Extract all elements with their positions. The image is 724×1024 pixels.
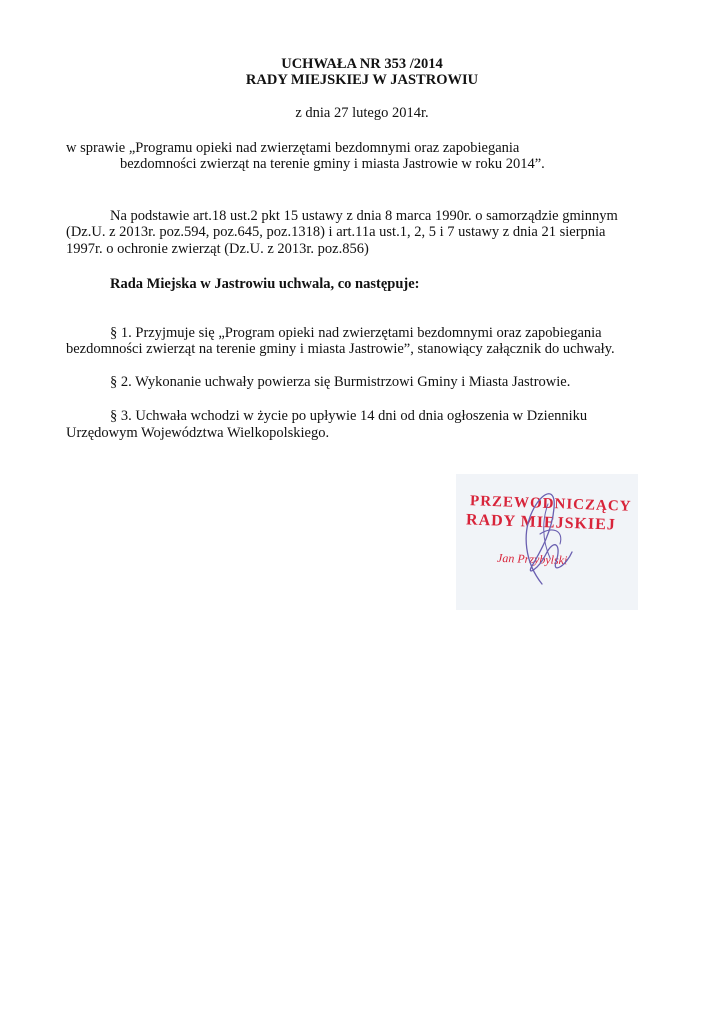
handwritten-signature (456, 474, 638, 610)
legal-basis-line-1: Na podstawie art.18 ust.2 pkt 15 ustawy z dnia 8 marca 1990r. o samorządzie gminnym (110, 208, 618, 224)
resolves-statement: Rada Miejska w Jastrowiu uchwala, co następuje: (110, 276, 420, 292)
stamp-council: RADY MIEJSKIEJ (465, 511, 617, 534)
subject-line-2: bezdomności zwierząt na terenie gminy i miasta Jastrowie w roku 2014”. (120, 156, 545, 172)
resolution-title: UCHWAŁA NR 353 /2014 (281, 56, 443, 72)
paragraph-2: § 2. Wykonanie uchwały powierza się Burmistrzowi Gminy i Miasta Jastrowie. (110, 374, 571, 390)
paragraph-3-line-2: Urzędowym Województwa Wielkopolskiego. (66, 425, 330, 441)
stamp-title: PRZEWODNICZĄCY (469, 493, 632, 515)
legal-basis-line-3: 1997r. o ochronie zwierząt (Dz.U. z 2013r. poz.856) (66, 241, 369, 257)
subject-line-1: w sprawie „Programu opieki nad zwierzętami bezdomnymi oraz zapobiegania (66, 140, 520, 156)
council-name: RADY MIEJSKIEJ W JASTROWIU (245, 72, 479, 88)
paragraph-3-line-1: § 3. Uchwała wchodzi w życie po upływie 14 dni od dnia ogłoszenia w Dzienniku (110, 408, 588, 424)
paragraph-1-line-1: § 1. Przyjmuje się „Program opieki nad zwierzętami bezdomnymi oraz zapobiegania (110, 325, 602, 341)
paragraph-1-line-2: bezdomności zwierząt na terenie gminy i miasta Jastrowie”, stanowiący załącznik do uchwały. (66, 341, 615, 357)
legal-basis-line-2: (Dz.U. z 2013r. poz.594, poz.645, poz.1318) i art.11a ust.1, 2, 5 i 7 ustawy z dnia 21 sierpnia (66, 224, 606, 240)
resolution-date: z dnia 27 lutego 2014r. (295, 105, 429, 121)
stamp-name: Jan Przybylski (496, 550, 568, 568)
